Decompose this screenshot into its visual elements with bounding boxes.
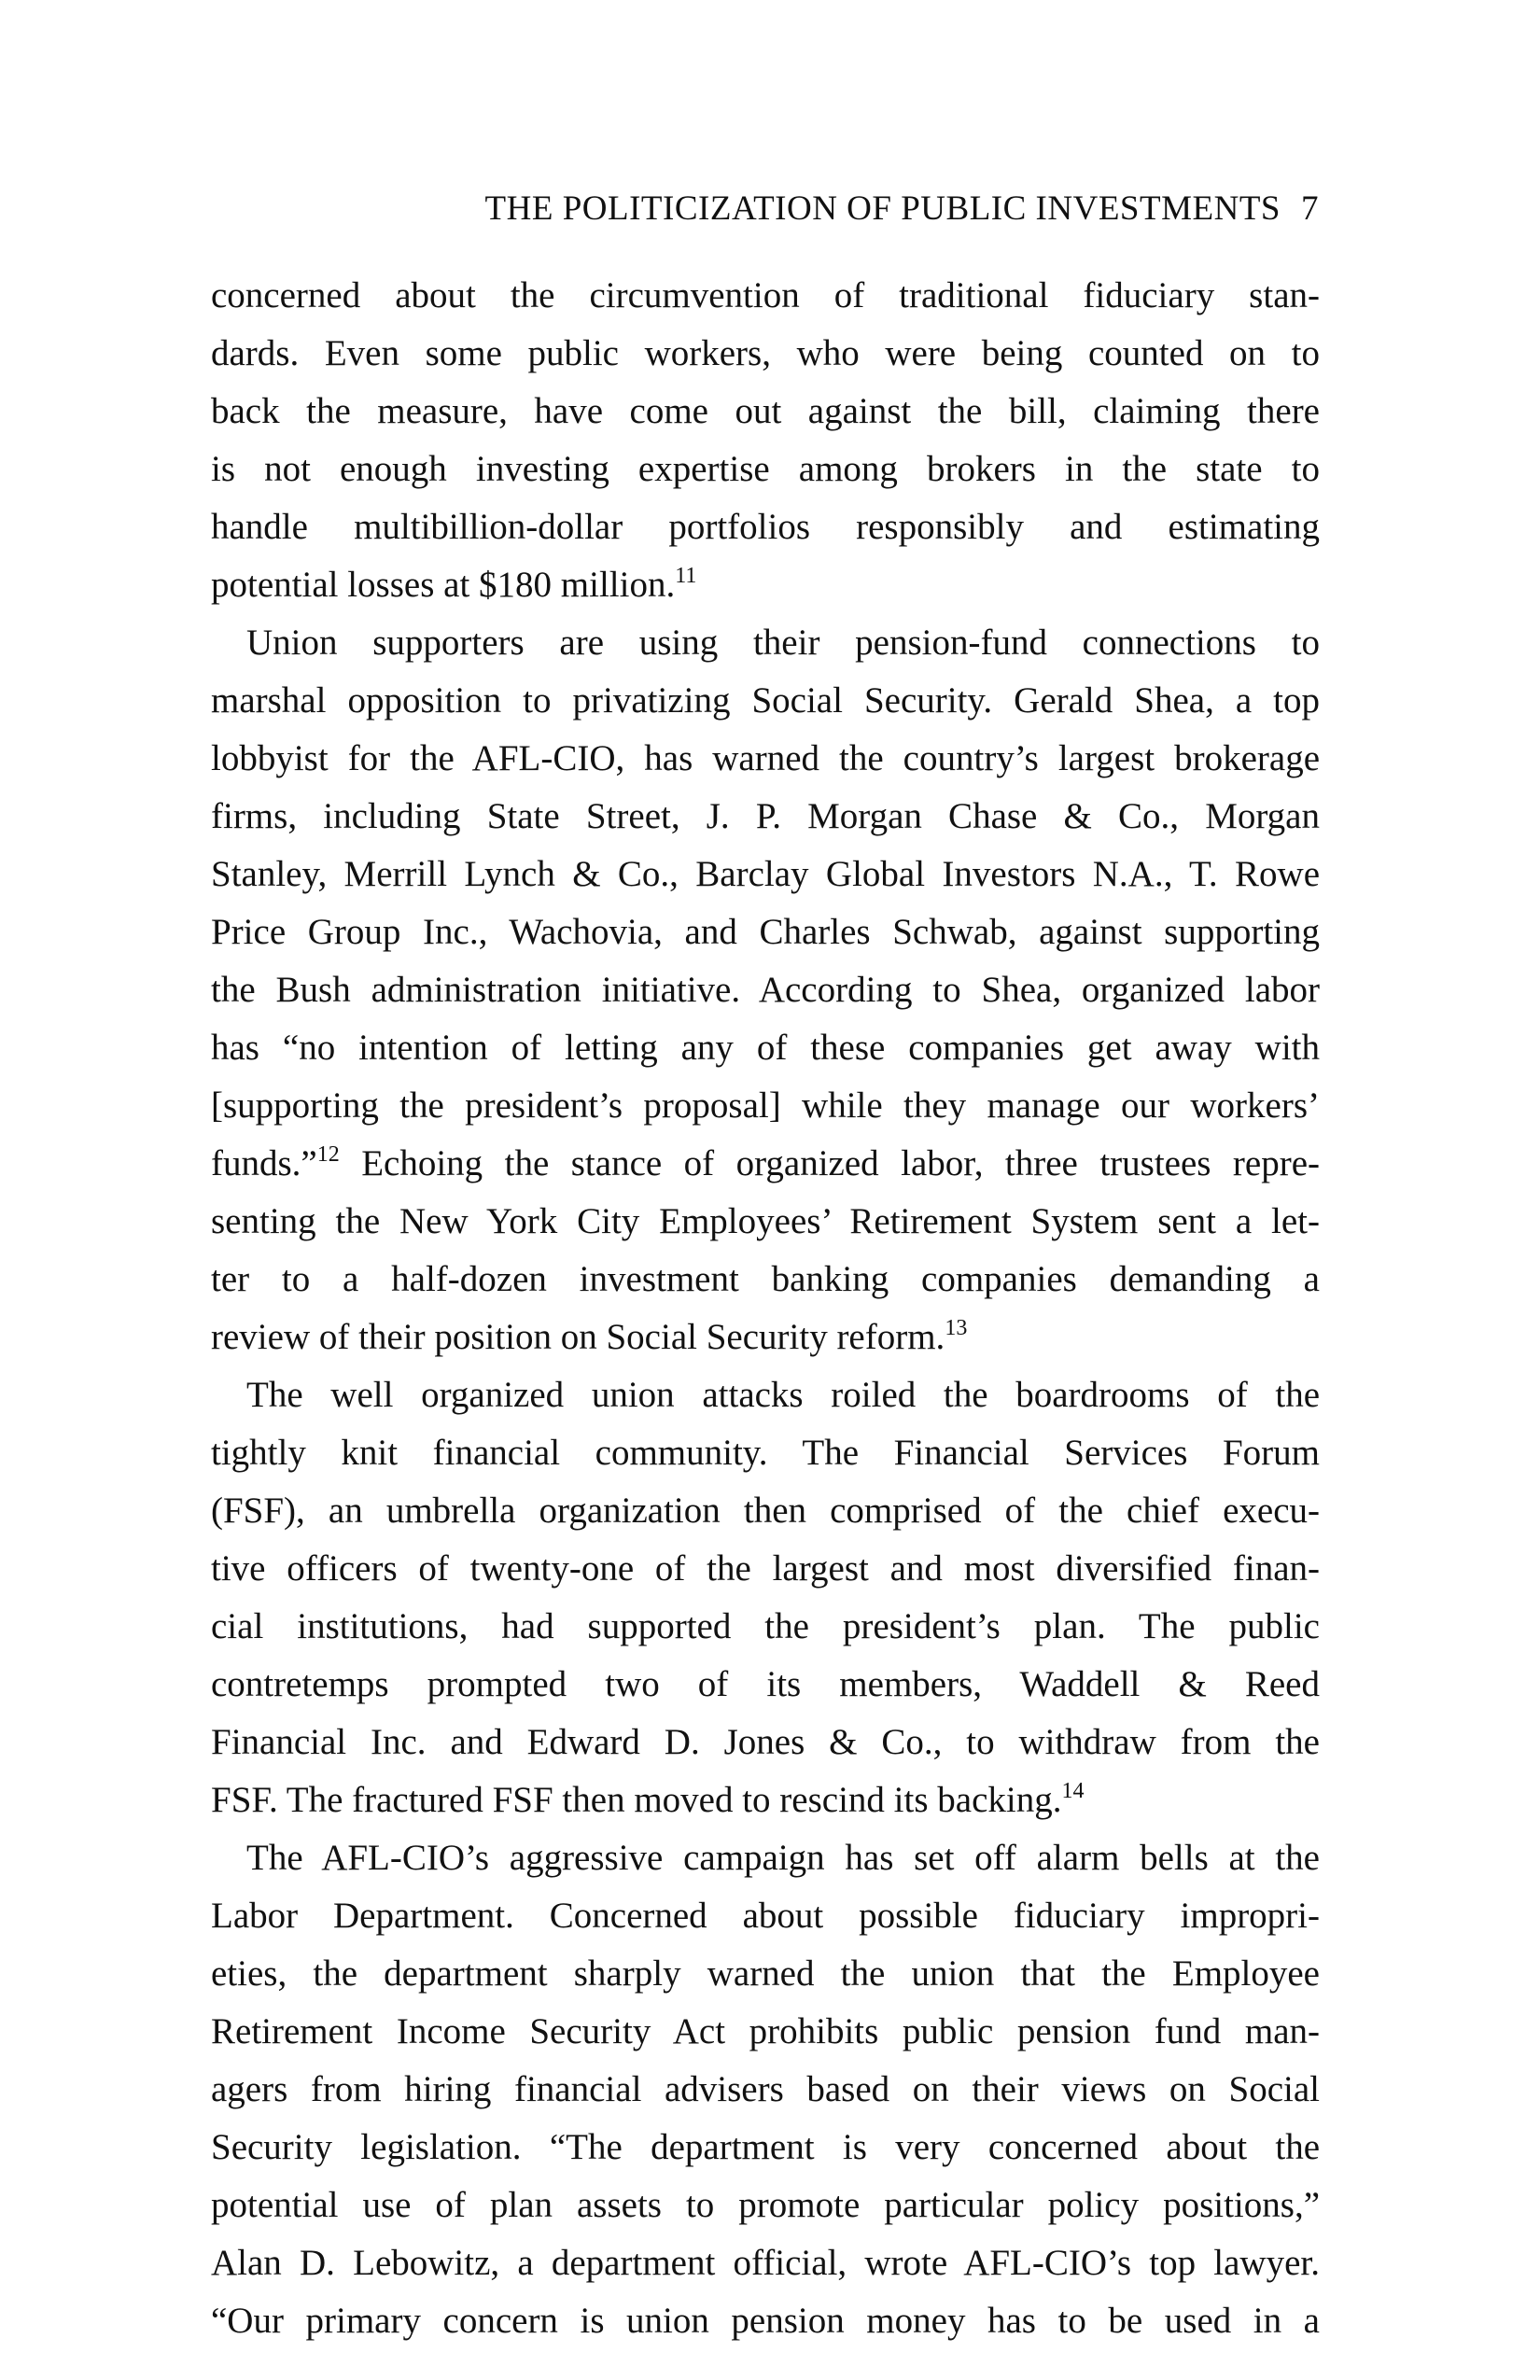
text-line <box>211 903 1320 961</box>
line-text: back the measure, have come out against the bill, claiming there <box>211 391 1320 431</box>
text-line <box>211 383 1320 441</box>
text-line <box>211 1887 1320 1945</box>
line-text: concerned about the circumvention of traditional fiduciary stan- <box>211 275 1320 315</box>
line-text: [supporting the president’s proposal] while they manage our workers’ <box>211 1085 1320 1126</box>
text-line <box>211 1945 1320 2003</box>
text-line <box>211 2234 1320 2292</box>
text-line <box>211 614 1320 672</box>
line-text: Stanley, Merrill Lynch & Co., Barclay Global Investors N.A., T. Rowe <box>211 854 1320 894</box>
text-line <box>211 788 1320 846</box>
line-text: review of their position on Social Security reform. <box>211 1317 945 1357</box>
line-text-continued: Echoing the stance of organized labor, three trustees repre- <box>339 1143 1320 1183</box>
line-text: tightly knit financial community. The Financial Services Forum <box>211 1433 1320 1473</box>
text-line <box>211 1771 1320 1829</box>
text-line <box>211 961 1320 1019</box>
text-line <box>211 498 1320 556</box>
line-text: FSF. The fractured FSF then moved to rescind its backing. <box>211 1780 1062 1820</box>
line-text: tive officers of twenty-one of the largest and most diversified finan- <box>211 1548 1320 1589</box>
text-line <box>211 556 1320 614</box>
text-line <box>211 1366 1320 1424</box>
text-line <box>211 325 1320 383</box>
text-line <box>211 1193 1320 1251</box>
text-line <box>211 1251 1320 1309</box>
text-line <box>211 1829 1320 1887</box>
text-line <box>211 1714 1320 1771</box>
text-line <box>211 1077 1320 1135</box>
text-line <box>211 672 1320 730</box>
line-text: ter to a half-dozen investment banking companies demanding a <box>211 1259 1320 1299</box>
line-text: agers from hiring financial advisers based on their views on Social <box>211 2069 1320 2109</box>
footnote-marker: 12 <box>316 1142 340 1167</box>
line-text: Security legislation. “The department is very concerned about the <box>211 2127 1320 2167</box>
line-text: lobbyist for the AFL-CIO, has warned the country’s largest brokerage <box>211 738 1320 778</box>
line-text: “Our primary concern is union pension money has to be used in a <box>211 2301 1320 2341</box>
line-text: marshal opposition to privatizing Social Security. Gerald Shea, a top <box>211 680 1320 721</box>
page-number: 7 <box>1301 189 1319 228</box>
text-line <box>211 1424 1320 1482</box>
line-text: the Bush administration initiative. According to Shea, organized labor <box>211 970 1320 1010</box>
line-text: eties, the department sharply warned the union that the Employee <box>211 1953 1320 1994</box>
running-header <box>485 189 1319 229</box>
line-text: Financial Inc. and Edward D. Jones & Co., to withdraw from the <box>211 1722 1320 1762</box>
text-line <box>211 730 1320 788</box>
line-text: The AFL-CIO’s aggressive campaign has set off alarm bells at the <box>246 1838 1320 1878</box>
line-text: Retirement Income Security Act prohibits public pension fund man- <box>211 2011 1320 2051</box>
line-text: Union supporters are using their pension-fund connections to <box>246 623 1320 663</box>
footnote-marker: 14 <box>1061 1779 1085 1803</box>
text-line <box>211 2119 1320 2177</box>
text-line <box>211 2292 1320 2350</box>
line-text: contretemps prompted two of its members, Waddell & Reed <box>211 1664 1320 1704</box>
text-line <box>211 1019 1320 1077</box>
line-text: handle multibillion-dollar portfolios responsibly and estimating <box>211 507 1320 547</box>
text-line <box>211 441 1320 498</box>
footnote-marker: 13 <box>945 1316 968 1340</box>
running-header-title: THE POLITICIZATION OF PUBLIC INVESTMENTS <box>484 189 1281 228</box>
text-line <box>211 846 1320 903</box>
body-text <box>211 267 1320 2350</box>
text-line <box>211 267 1320 325</box>
line-text: potential losses at $180 million. <box>211 565 676 605</box>
text-line <box>211 2177 1320 2234</box>
text-line <box>211 1540 1320 1598</box>
text-line <box>211 1656 1320 1714</box>
text-line <box>211 2003 1320 2061</box>
text-line <box>211 2061 1320 2119</box>
line-text: cial institutions, had supported the president’s plan. The public <box>211 1606 1320 1646</box>
line-text: Labor Department. Concerned about possible fiduciary impropri- <box>211 1896 1320 1936</box>
line-text: (FSF), an umbrella organization then comprised of the chief execu- <box>211 1491 1320 1531</box>
line-text: The well organized union attacks roiled the boardrooms of the <box>246 1375 1320 1415</box>
text-line <box>211 1482 1320 1540</box>
line-text: funds.” <box>211 1143 317 1183</box>
text-line <box>211 1598 1320 1656</box>
line-text: potential use of plan assets to promote particular policy positions,” <box>211 2185 1320 2225</box>
line-text: firms, including State Street, J. P. Morgan Chase & Co., Morgan <box>211 796 1320 836</box>
text-line <box>211 1135 1320 1193</box>
footnote-marker: 11 <box>675 564 697 588</box>
line-text: has “no intention of letting any of these companies get away with <box>211 1028 1320 1068</box>
line-text: Alan D. Lebowitz, a department official, wrote AFL-CIO’s top lawyer. <box>211 2243 1320 2283</box>
text-line <box>211 1309 1320 1366</box>
line-text: senting the New York City Employees’ Retirement System sent a let- <box>211 1201 1320 1241</box>
line-text: dards. Even some public workers, who were being counted on to <box>211 333 1320 373</box>
line-text: is not enough investing expertise among brokers in the state to <box>211 449 1320 489</box>
line-text: Price Group Inc., Wachovia, and Charles Schwab, against supporting <box>211 912 1320 952</box>
